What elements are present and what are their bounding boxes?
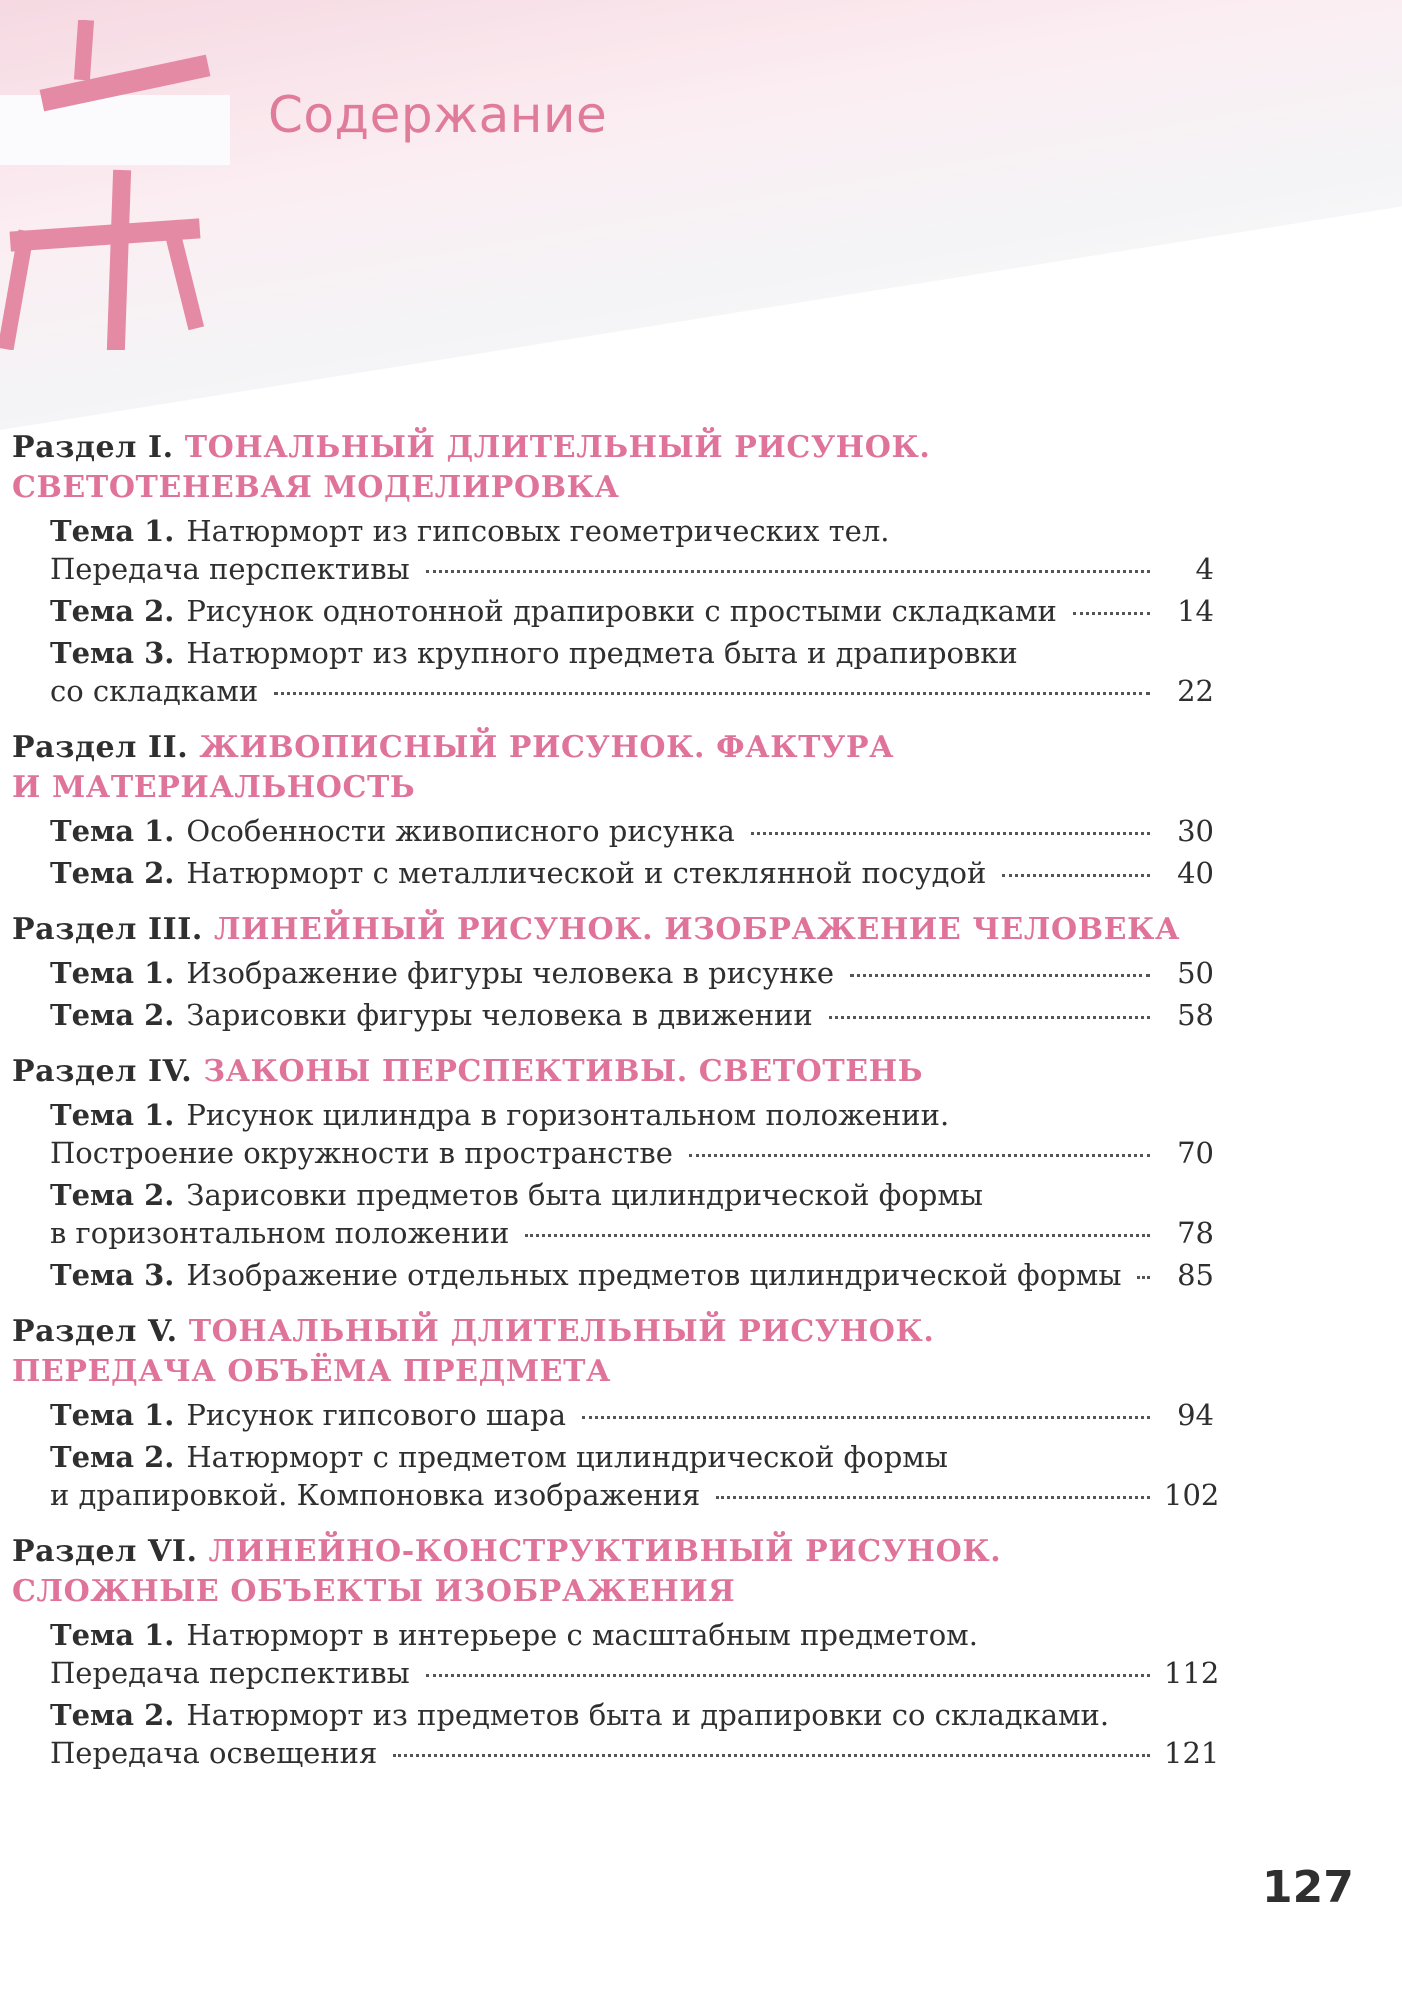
topic-label: Тема 1. [50, 956, 175, 990]
topic-title: Натюрморт из предметов быта и драпировки со складками. [186, 1698, 1110, 1732]
topic-page-number: 58 [1177, 998, 1214, 1032]
section-label: Раздел VI. [12, 1534, 198, 1569]
topic-page-number: 85 [1177, 1258, 1214, 1292]
table-of-contents [12, 428, 1220, 1790]
topic-label: Тема 2. [50, 1698, 175, 1732]
topic-page-number: 112 [1164, 1656, 1220, 1690]
topic-page-number: 70 [1177, 1136, 1214, 1170]
section-label: Раздел IV. [12, 1054, 193, 1089]
dot-leader [829, 1016, 1150, 1019]
section-title: СЛОЖНЫЕ ОБЪЕКТЫ ИЗОБРАЖЕНИЯ [12, 1574, 736, 1609]
section-heading [12, 428, 1212, 508]
topic-page-number: 121 [1164, 1736, 1220, 1770]
dot-leader [1137, 1276, 1150, 1279]
toc-entry[interactable] [50, 1176, 1214, 1252]
toc-entry[interactable] [50, 1256, 1214, 1294]
toc-section [12, 428, 1212, 710]
toc-entry[interactable] [50, 1696, 1220, 1772]
dot-leader [274, 692, 1150, 695]
topic-title-continued: Передача перспективы [50, 552, 410, 586]
section-title: ЗАКОНЫ ПЕРСПЕКТИВЫ. СВЕТОТЕНЬ [203, 1054, 924, 1089]
topic-label: Тема 1. [50, 514, 175, 548]
topic-title: Рисунок однотонной драпировки с простыми складками [186, 594, 1057, 628]
dot-leader [582, 1416, 1150, 1419]
section-heading [12, 1052, 1212, 1092]
topic-page-number: 94 [1177, 1398, 1214, 1432]
section-label: Раздел III. [12, 912, 203, 947]
topic-title: Натюрморт в интерьере с масштабным предметом. [186, 1618, 978, 1652]
topic-title-continued: Передача освещения [50, 1736, 378, 1770]
section-label: Раздел V. [12, 1314, 178, 1349]
toc-entry[interactable] [50, 1396, 1214, 1434]
topic-title: Натюрморт из гипсовых геометрических тел. [186, 514, 890, 548]
dot-leader [426, 570, 1150, 573]
toc-entry[interactable] [50, 1616, 1220, 1692]
dot-leader [689, 1154, 1150, 1157]
dot-leader [426, 1674, 1150, 1677]
section-title: ТОНАЛЬНЫЙ ДЛИТЕЛЬНЫЙ РИСУНОК. [188, 1314, 935, 1349]
topic-label: Тема 3. [50, 1258, 175, 1292]
toc-section [12, 1532, 1220, 1772]
toc-entry[interactable] [50, 812, 1214, 850]
dot-leader [525, 1234, 1150, 1237]
topic-title: Рисунок цилиндра в горизонтальном положении. [186, 1098, 950, 1132]
toc-entry[interactable] [50, 512, 1214, 588]
topic-label: Тема 1. [50, 1618, 175, 1652]
topic-label: Тема 2. [50, 594, 175, 628]
topic-title: Изображение отдельных предметов цилиндрической формы [186, 1258, 1122, 1292]
section-heading [12, 728, 1212, 808]
topic-page-number: 14 [1177, 594, 1214, 628]
topic-page-number: 102 [1164, 1478, 1220, 1512]
topic-title: Натюрморт из крупного предмета быта и драпировки [186, 636, 1018, 670]
section-label: Раздел I. [12, 430, 174, 465]
topic-title: Рисунок гипсового шара [186, 1398, 566, 1432]
section-title: ЖИВОПИСНЫЙ РИСУНОК. ФАКТУРА [199, 730, 895, 765]
topic-label: Тема 3. [50, 636, 175, 670]
topic-page-number: 4 [1195, 552, 1214, 586]
section-title: ЛИНЕЙНЫЙ РИСУНОК. ИЗОБРАЖЕНИЕ ЧЕЛОВЕКА [214, 912, 1181, 947]
topic-page-number: 50 [1177, 956, 1214, 990]
section-title: ТОНАЛЬНЫЙ ДЛИТЕЛЬНЫЙ РИСУНОК. [184, 430, 931, 465]
topic-label: Тема 1. [50, 814, 175, 848]
topic-title: Особенности живописного рисунка [186, 814, 735, 848]
dot-leader [716, 1496, 1150, 1499]
dot-leader [1002, 874, 1150, 877]
page-title: Содержание [268, 86, 608, 144]
section-title: СВЕТОТЕНЕВАЯ МОДЕЛИРОВКА [12, 470, 620, 505]
section-title: ЛИНЕЙНО-КОНСТРУКТИВНЫЙ РИСУНОК. [208, 1534, 1002, 1569]
toc-entry[interactable] [50, 854, 1214, 892]
toc-section [12, 1052, 1212, 1294]
topic-page-number: 40 [1177, 856, 1214, 890]
section-label: Раздел II. [12, 730, 189, 765]
dot-leader [850, 974, 1150, 977]
topic-page-number: 78 [1177, 1216, 1214, 1250]
dot-leader [751, 832, 1150, 835]
toc-entry[interactable] [50, 634, 1214, 710]
toc-entry[interactable] [50, 592, 1214, 630]
dot-leader [393, 1754, 1150, 1757]
topic-label: Тема 1. [50, 1098, 175, 1132]
topic-page-number: 22 [1177, 674, 1214, 708]
dot-leader [1073, 612, 1150, 615]
easel-icon [0, 20, 230, 350]
section-heading [12, 1532, 1212, 1612]
toc-section [12, 728, 1212, 892]
topic-title-continued: со складками [50, 674, 259, 708]
topic-title-continued: и драпировкой. Компоновка изображения [50, 1478, 701, 1512]
toc-section [12, 910, 1212, 1034]
page-number: 127 [1262, 1862, 1354, 1913]
topic-title: Зарисовки фигуры человека в движении [186, 998, 813, 1032]
section-title: И МАТЕРИАЛЬНОСТЬ [12, 770, 416, 805]
topic-title: Изображение фигуры человека в рисунке [186, 956, 834, 990]
topic-title: Зарисовки предметов быта цилиндрической формы [186, 1178, 983, 1212]
topic-title: Натюрморт с металлической и стеклянной посудой [186, 856, 987, 890]
topic-page-number: 30 [1177, 814, 1214, 848]
topic-label: Тема 2. [50, 856, 175, 890]
topic-label: Тема 1. [50, 1398, 175, 1432]
toc-section [12, 1312, 1220, 1514]
topic-label: Тема 2. [50, 1440, 175, 1474]
topic-label: Тема 2. [50, 998, 175, 1032]
topic-label: Тема 2. [50, 1178, 175, 1212]
topic-title-continued: Передача перспективы [50, 1656, 410, 1690]
section-heading [12, 910, 1212, 950]
toc-entry[interactable] [50, 954, 1214, 992]
toc-entry[interactable] [50, 1438, 1220, 1514]
section-title: ПЕРЕДАЧА ОБЪЁМА ПРЕДМЕТА [12, 1354, 612, 1389]
topic-title-continued: Построение окружности в пространстве [50, 1136, 673, 1170]
section-heading [12, 1312, 1212, 1392]
topic-title-continued: в горизонтальном положении [50, 1216, 510, 1250]
toc-entry[interactable] [50, 996, 1214, 1034]
toc-entry[interactable] [50, 1096, 1214, 1172]
topic-title: Натюрморт с предметом цилиндрической формы [186, 1440, 948, 1474]
